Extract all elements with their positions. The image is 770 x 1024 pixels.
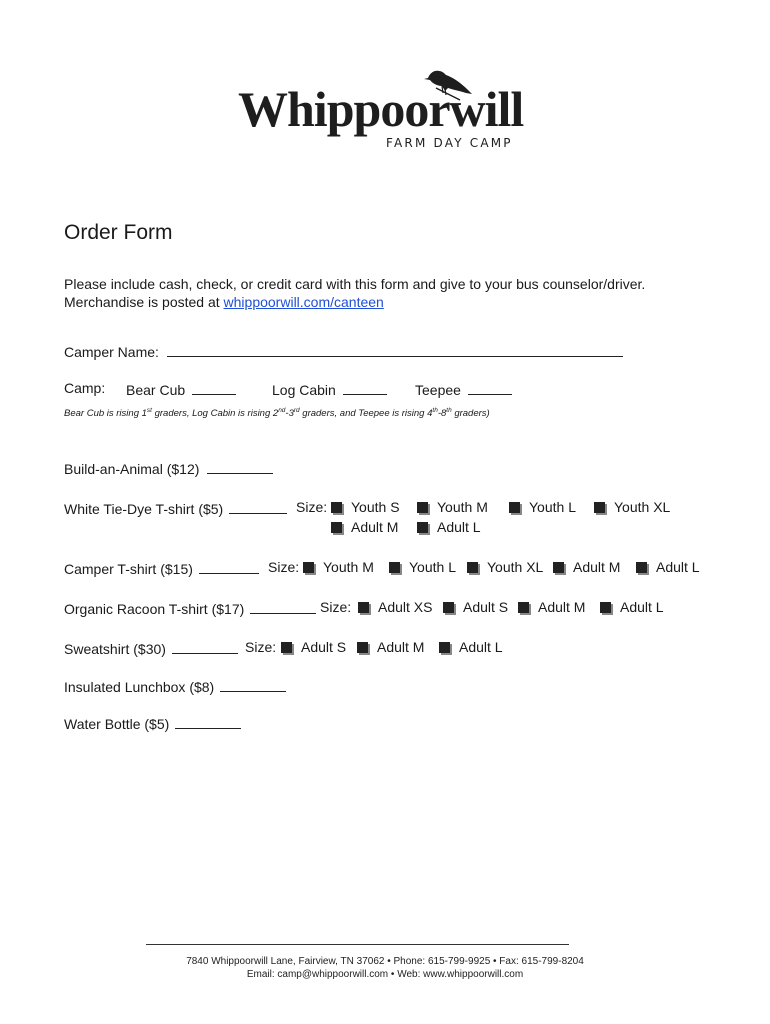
- size-option-label: Adult M: [573, 559, 621, 575]
- camp-option-log-cabin: [272, 380, 387, 398]
- note-text: -3: [285, 408, 294, 420]
- camper-name-label: Camper Name:: [64, 344, 159, 360]
- item-water-bottle: [64, 714, 241, 732]
- size-option-label: Adult L: [656, 559, 700, 575]
- size-option-label: Adult S: [301, 639, 347, 655]
- size-option[interactable]: [281, 639, 346, 655]
- camper-name-field[interactable]: [167, 342, 623, 357]
- checkbox-icon[interactable]: [509, 502, 520, 513]
- size-option-label: Youth S: [351, 499, 400, 515]
- item-racoon-tshirt: [64, 599, 316, 617]
- item-build-an-animal: [64, 459, 273, 477]
- checkbox-icon[interactable]: [417, 522, 428, 533]
- size-option[interactable]: [636, 559, 700, 575]
- size-option[interactable]: [600, 599, 664, 615]
- size-option[interactable]: [467, 559, 543, 575]
- size-option[interactable]: [553, 559, 620, 575]
- size-option-label: Adult XS: [378, 599, 433, 615]
- canteen-link[interactable]: whippoorwill.com/canteen: [223, 294, 384, 310]
- logo-tagline: FARM DAY CAMP: [386, 136, 513, 150]
- checkbox-icon[interactable]: [594, 502, 605, 513]
- bear-cub-field[interactable]: [192, 380, 236, 395]
- footer-address: 7840 Whippoorwill Lane, Fairview, TN 37062 • Phone: 615-799-9925 • Fax: 615-799-8204: [186, 956, 584, 967]
- camp-option-label: Bear Cub: [126, 382, 186, 398]
- note-sup: nd: [278, 407, 286, 414]
- checkbox-icon[interactable]: [303, 562, 314, 573]
- item-label: Camper T-shirt ($15): [64, 561, 193, 577]
- size-option-label: Youth XL: [487, 559, 544, 575]
- size-option[interactable]: [357, 639, 424, 655]
- size-option[interactable]: [417, 499, 488, 515]
- camp-label: Camp:: [64, 380, 106, 396]
- note-sup: rd: [293, 407, 300, 414]
- checkbox-icon[interactable]: [636, 562, 647, 573]
- size-option-label: Adult L: [459, 639, 503, 655]
- logo-wordmark: Whippoorwill: [238, 81, 524, 137]
- quantity-field[interactable]: [175, 714, 241, 729]
- size-option-label: Youth L: [529, 499, 576, 515]
- checkbox-icon[interactable]: [518, 602, 529, 613]
- size-option[interactable]: [439, 639, 503, 655]
- item-camper-tshirt: [64, 559, 259, 577]
- note-text: graders, and Teepee is rising 4: [299, 408, 433, 420]
- note-sup: st: [146, 407, 152, 414]
- size-label: Size:: [320, 599, 352, 615]
- size-option[interactable]: [518, 599, 585, 615]
- item-sweatshirt: [64, 639, 238, 657]
- checkbox-icon[interactable]: [467, 562, 478, 573]
- checkbox-icon[interactable]: [331, 502, 342, 513]
- quantity-field[interactable]: [172, 639, 238, 654]
- size-option-label: Adult S: [463, 599, 509, 615]
- size-option-label: Adult L: [620, 599, 664, 615]
- camper-name-row: [64, 342, 623, 360]
- size-option[interactable]: [303, 559, 374, 575]
- size-option-label: Adult M: [377, 639, 425, 655]
- camp-option-bear-cub: [126, 380, 236, 398]
- size-option-label: Youth M: [437, 499, 488, 515]
- note-text: graders): [451, 408, 490, 420]
- checkbox-icon[interactable]: [358, 602, 369, 613]
- checkbox-icon[interactable]: [600, 602, 611, 613]
- item-label: Organic Racoon T-shirt ($17): [64, 601, 245, 617]
- item-lunchbox: [64, 677, 286, 695]
- checkbox-icon[interactable]: [389, 562, 400, 573]
- checkbox-icon[interactable]: [417, 502, 428, 513]
- size-option[interactable]: [509, 499, 576, 515]
- quantity-field[interactable]: [199, 559, 259, 574]
- checkbox-icon[interactable]: [439, 642, 450, 653]
- item-tie-dye-tshirt: [64, 499, 287, 517]
- footer-contact: Email: camp@whippoorwill.com • Web: www.whippoorwill.com: [246, 969, 524, 980]
- checkbox-icon[interactable]: [357, 642, 368, 653]
- intro-line-1: Please include cash, check, or credit card with this form and give to your bus counselor/driver.: [64, 276, 646, 292]
- size-option[interactable]: [443, 599, 508, 615]
- page-title: Order Form: [64, 221, 173, 244]
- size-option[interactable]: [331, 499, 400, 515]
- size-label: Size:: [296, 499, 328, 515]
- note-text: graders, Log Cabin is rising 2: [151, 408, 279, 420]
- checkbox-icon[interactable]: [281, 642, 292, 653]
- size-option[interactable]: [594, 499, 670, 515]
- quantity-field[interactable]: [229, 499, 287, 514]
- size-option[interactable]: [389, 559, 456, 575]
- intro-line-2: [64, 294, 384, 310]
- log-cabin-field[interactable]: [343, 380, 387, 395]
- item-label: Insulated Lunchbox ($8): [64, 679, 215, 695]
- size-option[interactable]: [417, 519, 481, 535]
- note-text: Bear Cub is rising 1: [64, 408, 147, 420]
- quantity-field[interactable]: [207, 459, 273, 474]
- size-option-label: Adult M: [538, 599, 586, 615]
- intro-prefix: Merchandise is posted at: [64, 294, 224, 310]
- quantity-field[interactable]: [220, 677, 286, 692]
- footer-divider: [146, 944, 569, 945]
- size-option-label: Adult M: [351, 519, 399, 535]
- size-label: Size:: [245, 639, 277, 655]
- item-label: White Tie-Dye T-shirt ($5): [64, 501, 224, 517]
- checkbox-icon[interactable]: [443, 602, 454, 613]
- camp-option-label: Log Cabin: [272, 382, 336, 398]
- grades-note: [64, 407, 490, 419]
- size-option[interactable]: [331, 519, 398, 535]
- camp-option-label: Teepee: [415, 382, 461, 398]
- quantity-field[interactable]: [250, 599, 316, 614]
- checkbox-icon[interactable]: [331, 522, 342, 533]
- size-option-label: Youth M: [323, 559, 374, 575]
- size-option-label: Adult L: [437, 519, 481, 535]
- note-sup: th: [432, 407, 438, 414]
- note-text: -8: [437, 408, 447, 420]
- item-label: Water Bottle ($5): [64, 716, 170, 732]
- item-label: Build-an-Animal ($12): [64, 461, 200, 477]
- size-option-label: Youth L: [409, 559, 456, 575]
- size-label: Size:: [268, 559, 300, 575]
- note-sup: th: [446, 407, 452, 414]
- checkbox-icon[interactable]: [553, 562, 564, 573]
- item-label: Sweatshirt ($30): [64, 641, 166, 657]
- teepee-field[interactable]: [468, 380, 512, 395]
- size-option-label: Youth XL: [614, 499, 671, 515]
- size-option[interactable]: [358, 599, 432, 615]
- camp-option-teepee: [415, 380, 512, 398]
